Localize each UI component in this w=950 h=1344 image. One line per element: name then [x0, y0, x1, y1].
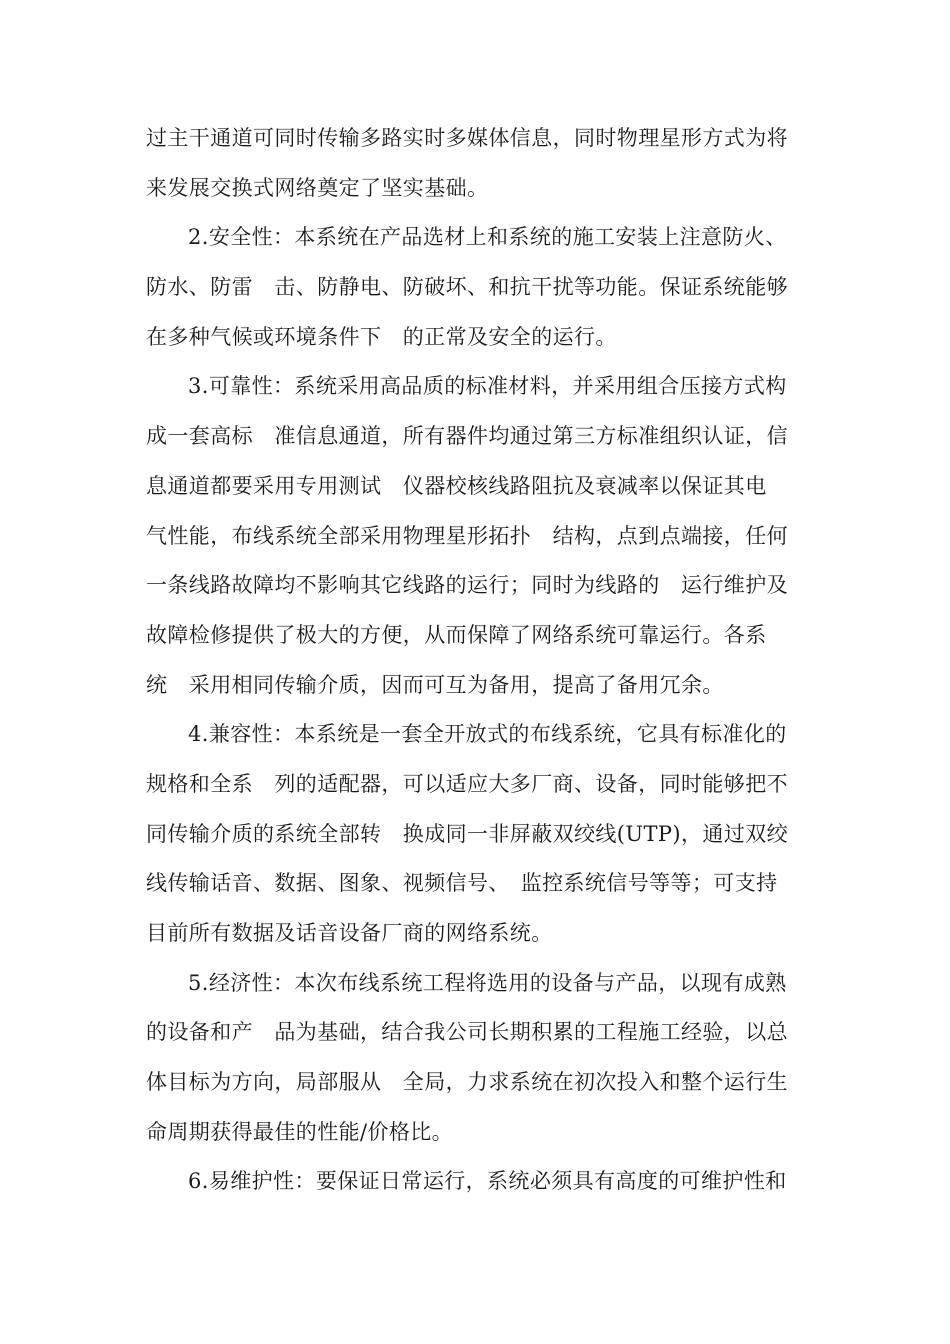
- text-line: 息通道都要采用专用测试 仪器校核线路阻抗及衰减率以保证其电: [146, 473, 767, 498]
- text-line: 线传输话音、数据、图象、视频信号、 监控系统信号等等；可支持: [146, 871, 778, 896]
- text-line: 一条线路故障均不影响其它线路的运行；同时为线路的 运行维护及: [146, 573, 788, 598]
- text-line: 在多种气候或环境条件下 的正常及安全的运行。: [146, 324, 617, 349]
- text-line: 气性能，布线系统全部采用物理星形拓扑 结构，点到点端接，任何: [146, 523, 788, 548]
- text-line: 同传输介质的系统全部转 换成同一非屏蔽双绞线(UTP)，通过双绞: [146, 821, 789, 846]
- text-line: 的设备和产 品为基础，结合我公司长期积累的工程施工经验，以总: [146, 1020, 788, 1045]
- text-line: 5.经济性：本次布线系统工程将选用的设备与产品，以现有成熟: [188, 970, 787, 995]
- text-line: 目前所有数据及话音设备厂商的网络系统。: [146, 921, 553, 945]
- text-line: 防水、防雷 击、防静电、防破坏、和抗干扰等功能。保证系统能够: [146, 275, 788, 300]
- text-line: 成一套高标 准信息通道，所有器件均通过第三方标准组织认证，信: [146, 424, 788, 449]
- text-line: 2.安全性：本系统在产品选材上和系统的施工安装上注意防火、: [188, 225, 787, 250]
- document-body: [146, 114, 810, 1207]
- text-line: 体目标为方向，局部服从 全局，力求系统在初次投入和整个运行生: [146, 1070, 788, 1095]
- text-line: 4.兼容性：本系统是一套全开放式的布线系统，它具有标准化的: [188, 722, 787, 747]
- text-line: 故障检修提供了极大的方便，从而保障了网络系统可靠运行。各系: [146, 622, 767, 647]
- text-line: 规格和全系 列的适配器，可以适应大多厂商、设备，同时能够把不: [146, 771, 788, 796]
- text-line: 过主干通道可同时传输多路实时多媒体信息，同时物理星形方式为将: [146, 126, 788, 150]
- text-line: 来发展交换式网络奠定了坚实基础。: [146, 175, 489, 200]
- text-line: 命周期获得最佳的性能/价格比。: [146, 1119, 454, 1144]
- text-line: 6.易维护性：要保证日常运行，系统必须具有高度的可维护性和: [188, 1169, 787, 1194]
- text-line: 3.可靠性：系统采用高品质的标准材料，并采用组合压接方式构: [188, 374, 787, 399]
- text-line: 统 采用相同传输介质，因而可互为备用，提高了备用冗余。: [146, 672, 724, 697]
